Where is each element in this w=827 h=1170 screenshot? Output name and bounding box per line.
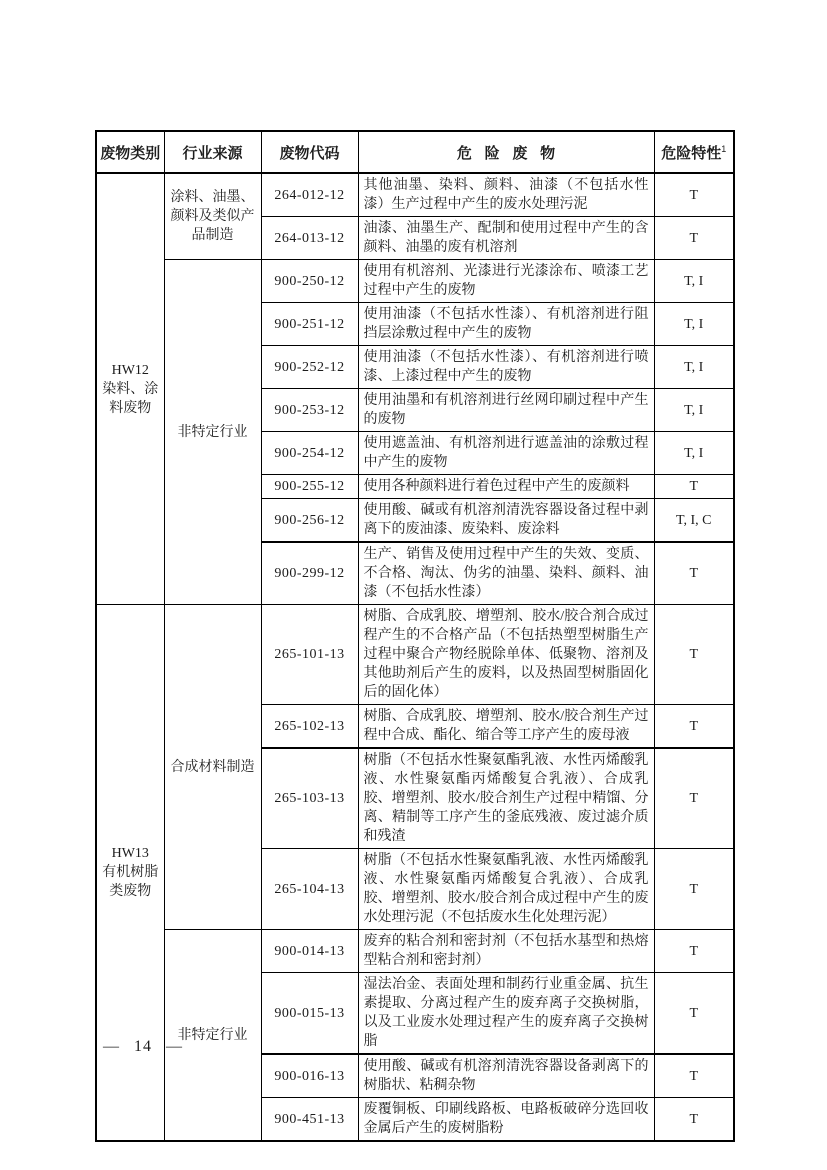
waste-code-cell: 265-101-13	[261, 605, 358, 705]
waste-description-cell: 湿法冶金、表面处理和制药行业重金属、抗生素提取、分离过程产生的废弃离子交换树脂，以及工业废水处理过程产生的废弃离子交换树脂	[358, 973, 654, 1055]
waste-description-cell: 使用酸、碱或有机溶剂清洗容器设备剥离下的树脂状、粘稠杂物	[358, 1054, 654, 1098]
category-code: HW12	[111, 362, 149, 378]
hazard-characteristics-cell: T	[654, 930, 734, 973]
hazard-characteristics-cell: T, I	[654, 389, 734, 432]
waste-code-cell: 900-299-12	[261, 542, 358, 605]
waste-category-cell	[96, 173, 164, 605]
waste-description-cell: 树脂（不包括水性聚氨酯乳液、水性丙烯酸乳液、水性聚氨酯丙烯酸复合乳液）、合成乳胶、增塑剂、胶水/胶合剂合成过程中产生的废水处理污泥（不包括废水生化处理污泥）	[358, 849, 654, 930]
waste-code-cell: 900-251-12	[261, 303, 358, 346]
table-row	[96, 930, 734, 973]
waste-description-cell: 其他油墨、染料、颜料、油漆（不包括水性漆）生产过程中产生的废水处理污泥	[358, 173, 654, 217]
header-industry-source: 行业来源	[164, 131, 261, 173]
header-hazardous-waste-label: 危险废物	[456, 144, 568, 162]
hazardous-waste-table	[95, 130, 735, 1142]
waste-description-cell: 树脂、合成乳胶、增塑剂、胶水/胶合剂生产过程中合成、酯化、缩合等工序产生的废母液	[358, 705, 654, 749]
industry-source-cell: 合成材料制造	[164, 605, 261, 930]
hazard-characteristics-cell: T, I, C	[654, 499, 734, 543]
industry-source-cell: 非特定行业	[164, 930, 261, 1142]
header-hazard-characteristics-label: 危险特性	[661, 144, 722, 162]
hazard-characteristics-cell: T	[654, 173, 734, 217]
waste-description-cell: 树脂（不包括水性聚氨酯乳液、水性丙烯酸乳液、水性聚氨酯丙烯酸复合乳液）、合成乳胶、增塑剂、胶水/胶合剂生产过程中精馏、分离、精制等工序产生的釜底残液、废过滤介质和残渣	[358, 748, 654, 849]
waste-category-cell	[96, 605, 164, 1142]
waste-code-cell: 900-250-12	[261, 260, 358, 303]
waste-code-cell: 264-012-12	[261, 173, 358, 217]
header-waste-code: 废物代码	[261, 131, 358, 173]
waste-description-cell: 废覆铜板、印刷线路板、电路板破碎分选回收金属后产生的废树脂粉	[358, 1098, 654, 1142]
waste-description-cell: 使用油墨和有机溶剂进行丝网印刷过程中产生的废物	[358, 389, 654, 432]
header-hazard-characteristics	[654, 131, 734, 173]
waste-description-cell: 油漆、油墨生产、配制和使用过程中产生的含颜料、油墨的废有机溶剂	[358, 217, 654, 260]
waste-code-cell: 900-252-12	[261, 346, 358, 389]
hazard-characteristics-cell: T	[654, 1098, 734, 1142]
waste-code-cell: 265-104-13	[261, 849, 358, 930]
waste-code-cell: 900-255-12	[261, 475, 358, 499]
waste-code-cell: 900-016-13	[261, 1054, 358, 1098]
hazard-footnote-marker: 1	[721, 143, 727, 154]
waste-description-cell: 使用油漆（不包括水性漆）、有机溶剂进行喷漆、上漆过程中产生的废物	[358, 346, 654, 389]
hazard-characteristics-cell: T	[654, 849, 734, 930]
waste-description-cell: 使用油漆（不包括水性漆）、有机溶剂进行阻挡层涂敷过程中产生的废物	[358, 303, 654, 346]
waste-code-cell: 900-253-12	[261, 389, 358, 432]
page-number	[103, 1038, 183, 1056]
table-row	[96, 173, 734, 217]
industry-source-cell: 涂料、油墨、颜料及类似产品制造	[164, 173, 261, 260]
page-number-value: 14	[134, 1038, 152, 1055]
waste-description-cell: 使用各种颜料进行着色过程中产生的废颜料	[358, 475, 654, 499]
hazard-characteristics-cell: T, I	[654, 303, 734, 346]
industry-source-cell: 非特定行业	[164, 260, 261, 605]
waste-code-cell: 265-102-13	[261, 705, 358, 749]
waste-code-cell: 900-451-13	[261, 1098, 358, 1142]
hazard-characteristics-cell: T	[654, 475, 734, 499]
waste-code-cell: 264-013-12	[261, 217, 358, 260]
hazard-characteristics-cell: T	[654, 542, 734, 605]
page-number-dash-left: —	[103, 1038, 120, 1055]
page-number-dash-right: —	[166, 1038, 183, 1055]
hazard-characteristics-cell: T	[654, 605, 734, 705]
waste-table-body	[96, 173, 734, 1141]
waste-description-cell: 使用有机溶剂、光漆进行光漆涂布、喷漆工艺过程中产生的废物	[358, 260, 654, 303]
hazard-characteristics-cell: T	[654, 217, 734, 260]
waste-code-cell: 265-103-13	[261, 748, 358, 849]
table-row	[96, 260, 734, 303]
hazard-characteristics-cell: T	[654, 1054, 734, 1098]
waste-description-cell: 使用遮盖油、有机溶剂进行遮盖油的涂敷过程中产生的废物	[358, 432, 654, 475]
hazard-characteristics-cell: T	[654, 973, 734, 1055]
category-name: 染料、涂料废物	[102, 381, 159, 416]
hazard-characteristics-cell: T	[654, 705, 734, 749]
waste-description-cell: 生产、销售及使用过程中产生的失效、变质、不合格、淘汰、伪劣的油墨、染料、颜料、油漆（不包括水性漆）	[358, 542, 654, 605]
waste-code-cell: 900-015-13	[261, 973, 358, 1055]
header-hazardous-waste	[358, 131, 654, 173]
hazard-characteristics-cell: T, I	[654, 346, 734, 389]
table-row	[96, 605, 734, 705]
waste-code-cell: 900-254-12	[261, 432, 358, 475]
hazard-characteristics-cell: T, I	[654, 432, 734, 475]
waste-code-cell: 900-256-12	[261, 499, 358, 543]
waste-description-cell: 树脂、合成乳胶、增塑剂、胶水/胶合剂合成过程产生的不合格产品（不包括热塑型树脂生产过程中聚合产物经脱除单体、低聚物、溶剂及其他助剂后产生的废料，以及热固型树脂固化后的固化体）	[358, 605, 654, 705]
hazard-characteristics-cell: T, I	[654, 260, 734, 303]
waste-code-cell: 900-014-13	[261, 930, 358, 973]
header-waste-category: 废物类别	[96, 131, 164, 173]
category-name: 有机树脂类废物	[102, 865, 159, 899]
category-code: HW13	[111, 846, 149, 861]
hazard-characteristics-cell: T	[654, 748, 734, 849]
waste-description-cell: 使用酸、碱或有机溶剂清洗容器设备过程中剥离下的废油漆、废染料、废涂料	[358, 499, 654, 543]
table-header-row	[96, 131, 734, 173]
waste-description-cell: 废弃的粘合剂和密封剂（不包括水基型和热熔型粘合剂和密封剂）	[358, 930, 654, 973]
